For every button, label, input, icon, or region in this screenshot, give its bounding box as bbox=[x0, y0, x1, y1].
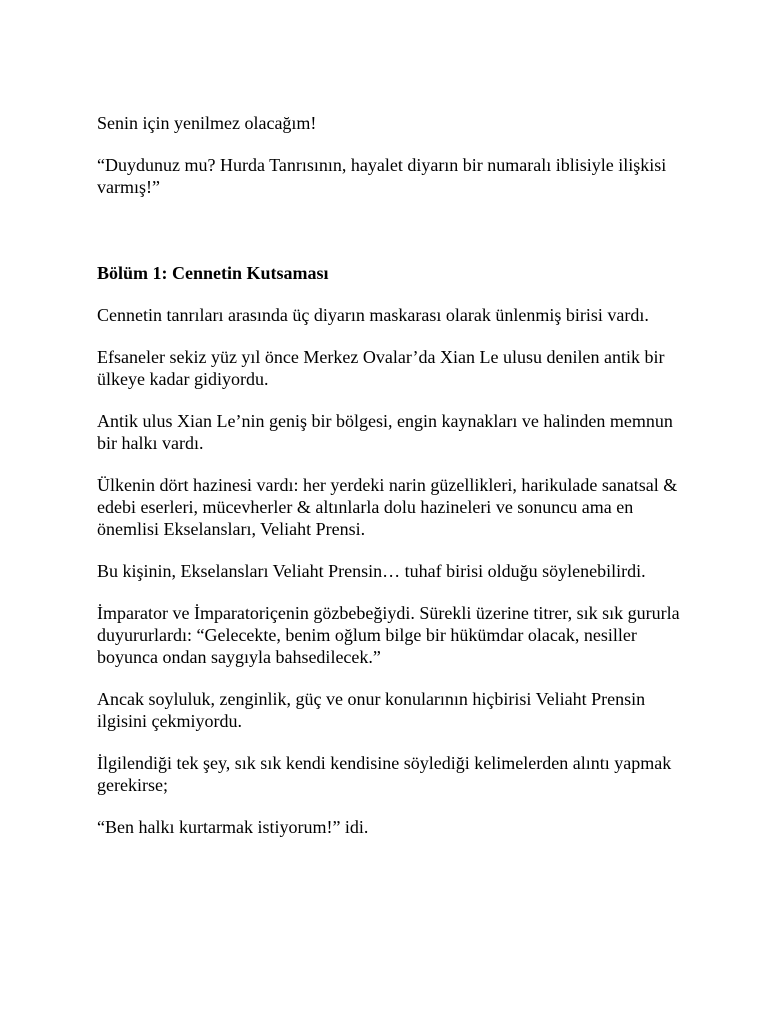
paragraph: Ancak soyluluk, zenginlik, güç ve onur konularının hiçbirisi Veliaht Prensin ilgisini çekmiyordu. bbox=[97, 689, 646, 731]
paragraph: İmparator ve İmparatoriçenin gözbebeğiydi. Sürekli üzerine titrer, sık sık gururla duyururlardı: “Gelecekte, benim oğlum bilge bir hükümdar olacak, nesiller boyunca ondan saygıyla bahsedilecek.” bbox=[97, 603, 680, 667]
intro-line: Senin için yenilmez olacağım! bbox=[97, 113, 317, 133]
paragraph: İlgilendiği tek şey, sık sık kendi kendisine söylediği kelimelerden alıntı yapmak gerekirse; bbox=[97, 753, 672, 795]
section-spacer bbox=[97, 218, 687, 262]
document-page bbox=[97, 112, 687, 858]
paragraph: Efsaneler sekiz yüz yıl önce Merkez Ovalar’da Xian Le ulusu denilen antik bir ülkeye kadar gidiyordu. bbox=[97, 347, 665, 389]
chapter-title: Bölüm 1: Cennetin Kutsaması bbox=[97, 263, 329, 283]
paragraph: Antik ulus Xian Le’nin geniş bir bölgesi, engin kaynakları ve halinden memnun bir halkı vardı. bbox=[97, 411, 673, 453]
paragraph: Bu kişinin, Ekselansları Veliaht Prensin… tuhaf birisi olduğu söylenebilirdi. bbox=[97, 561, 646, 581]
paragraph: Cennetin tanrıları arasında üç diyarın maskarası olarak ünlenmiş birisi vardı. bbox=[97, 305, 649, 325]
intro-quote: “Duydunuz mu? Hurda Tanrısının, hayalet diyarın bir numaralı iblisiyle ilişkisi varmış!” bbox=[97, 155, 667, 197]
paragraph: Ülkenin dört hazinesi vardı: her yerdeki narin güzellikleri, harikulade sanatsal & edebi eserleri, mücevherler & altınlarla dolu hazineleri ve sonuncu ama en önemlisi Ekselansları, Veliaht Prensi. bbox=[97, 475, 678, 539]
paragraph: “Ben halkı kurtarmak istiyorum!” idi. bbox=[97, 817, 369, 837]
